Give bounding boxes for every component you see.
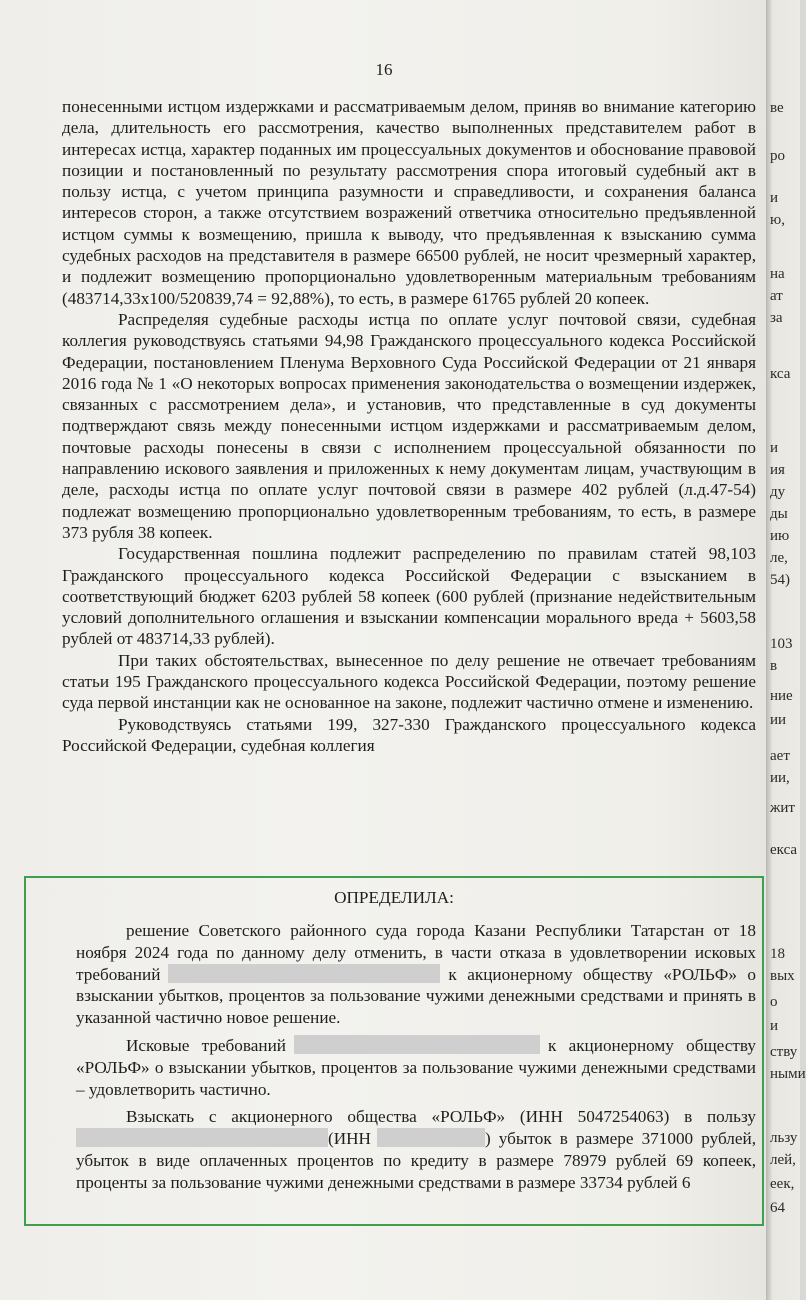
paragraph-state-duty: Государственная пошлина подлежит распределению по правилам статей 98,103 Гражданского процессуального кодекса Российской Федерации с взысканием в соответствующий бюджет 6203 рублей 58 копеек (600 рублей (признание недействительным условий дополнительного оглашения и взыскании компенсации морального вреда + 5603,58 рублей от 483714,33 рублей). — [62, 544, 756, 649]
decision-paragraph-2 — [76, 1035, 756, 1100]
next-page-fragment: ию — [770, 528, 790, 544]
redacted-name — [294, 1035, 540, 1054]
decision-p1-start: решение Советского районного суда города Казани Республики Татарстан от 18 ноября 2024 года по данному делу отменить, в части отказа в удовлетворении исковых требований — [76, 921, 756, 984]
next-page-fragment: льзу — [770, 1130, 798, 1146]
decision-p1-end: к акционерному обществу «РОЛЬФ» о взыскании убытков, процентов за пользование чужими денежными средствами и принять в указанной частично новое решение. — [76, 964, 756, 1028]
next-page-fragment: ние — [770, 688, 793, 704]
decision-paragraph-1 — [76, 920, 756, 1029]
decision-title: ОПРЕДЕЛИЛА: — [334, 888, 454, 907]
page-number: 16 — [375, 60, 393, 79]
next-page-fragment: на — [770, 266, 785, 282]
next-page-fragment: ду — [770, 484, 786, 500]
next-page-fragment: ле, — [770, 550, 788, 566]
next-page-fragment: жит — [770, 800, 795, 816]
next-page-fragment: ю, — [770, 212, 785, 228]
next-page-fragment: и — [770, 1018, 779, 1034]
next-page-fragment: 64 — [770, 1200, 785, 1216]
decision-p2-end: к акционерному обществу «РОЛЬФ» о взыскании убытков, процентов за пользование чужими денежными средствами – удовлетворить частично. — [76, 1035, 756, 1099]
next-page-fragment: ству — [770, 1044, 798, 1060]
next-page-fragment: ия — [770, 462, 785, 478]
next-page-fragment: и — [770, 190, 779, 206]
next-page-fragment: кса — [770, 366, 791, 382]
next-page-fragment: лей, — [770, 1152, 796, 1168]
next-page-fragment: о — [770, 994, 778, 1010]
next-page-edge — [766, 0, 806, 1300]
next-page-fragment: ными — [770, 1066, 806, 1082]
next-page-fragment: вых — [770, 968, 795, 984]
decision-p2-start: Исковые требований — [126, 1035, 287, 1055]
next-page-fragment: ды — [770, 506, 788, 522]
redacted-name — [168, 964, 440, 983]
paragraph-postal-costs: Распределяя судебные расходы истца по оплате услуг почтовой связи, судебная коллегия руководствуясь статьями 94,98 Гражданского процессуального кодекса Российской Федерации, постановлением Пленума Верховного Суда Российской Федерации от 21 января 2016 года № 1 «О некоторых вопросах применения законодательства о возмещении издержек, связанных с рассмотрением дела», и установив, что представленные в суд документы подтверждают связь между понесенными истцом издержками и рассматриваемым делом, почтовые расходы понесены в связи с исполнением процессуальной обязанности по направлению искового заявления и приложенных к нему документам лицам, участвующим в деле, расходы истца по оплате услуг почтовой связи в размере 402 рублей (л.д.47-54) подлежат возмещению пропорционально удовлетворенным требованиям, то есть, в размере 373 рубля 38 копеек. — [62, 309, 756, 542]
next-page-fragment: за — [770, 310, 783, 326]
redacted-name — [76, 1128, 328, 1147]
next-page-fragment: екса — [770, 842, 798, 858]
next-page-fragment: ро — [770, 148, 785, 164]
decision-p3-start: Взыскать с акционерного общества «РОЛЬФ» (ИНН 5047254063) в пользу — [126, 1107, 756, 1127]
redacted-inn — [377, 1128, 485, 1147]
next-page-fragment: ии, — [770, 770, 790, 786]
paragraph-guided-by: Руководствуясь статьями 199, 327-330 Гражданского процессуального кодекса Российской Федерации, судебная коллегия — [62, 714, 756, 755]
decision-text — [76, 920, 756, 1200]
next-page-fragment: 18 — [770, 946, 785, 962]
decision-paragraph-3 — [76, 1106, 756, 1193]
next-page-fragment: еек, — [770, 1176, 795, 1192]
paragraph-circumstances: При таких обстоятельствах, вынесенное по делу решение не отвечает требованиям статьи 195 Гражданского процессуального кодекса Российской Федерации, поэтому решение суда первой инстанции как не основанное на законе, подлежит частично отмене и изменению. — [62, 650, 756, 713]
next-page-fragment: ве — [770, 100, 784, 116]
next-page-fragment: ии — [770, 712, 787, 728]
body-text — [62, 96, 756, 756]
next-page-fragment: 54) — [770, 572, 790, 588]
next-page-fragment: в — [770, 658, 778, 674]
next-page-fragment: 103 — [770, 636, 793, 652]
next-page-fragment: и — [770, 440, 779, 456]
next-page-fragment: ает — [770, 748, 790, 764]
decision-p3-end: ) убыток в размере 371000 рублей, убыток в виде оплаченных процентов по кредиту в размере 78979 рублей 69 копеек, проценты за пользование чужими денежными средствами в размере 33734 рублей 6 — [76, 1129, 756, 1192]
next-page-fragment: ат — [770, 288, 783, 304]
decision-p3-inn: (ИНН — [328, 1129, 371, 1149]
paragraph-costs-representative: понесенными истцом издержками и рассматриваемым делом, приняв во внимание категорию дела, длительность его рассмотрения, качество выполненных представителем работ в интересах истца, характер поданных им процессуальных документов и обоснование правовой позиции и постановленный по результату рассмотрения спора итоговый судебный акт в пользу истца, с учетом принципа разумности и справедливости, и сохранения баланса интересов сторон, а также отсутствием возражений ответчика относительно предъявленной истцом суммы к возмещению, пришла к выводу, что предъявленная к взысканию сумма судебных расходов на представителя в размере 66500 рублей, не носит чрезмерный характер, и подлежит возмещению пропорционально удовлетворенным материальным требованиям (483714,33х100/520839,74 = 92,88%), то есть, в размере 61765 рублей 20 копеек. — [62, 97, 756, 308]
decision-box — [24, 876, 764, 1226]
